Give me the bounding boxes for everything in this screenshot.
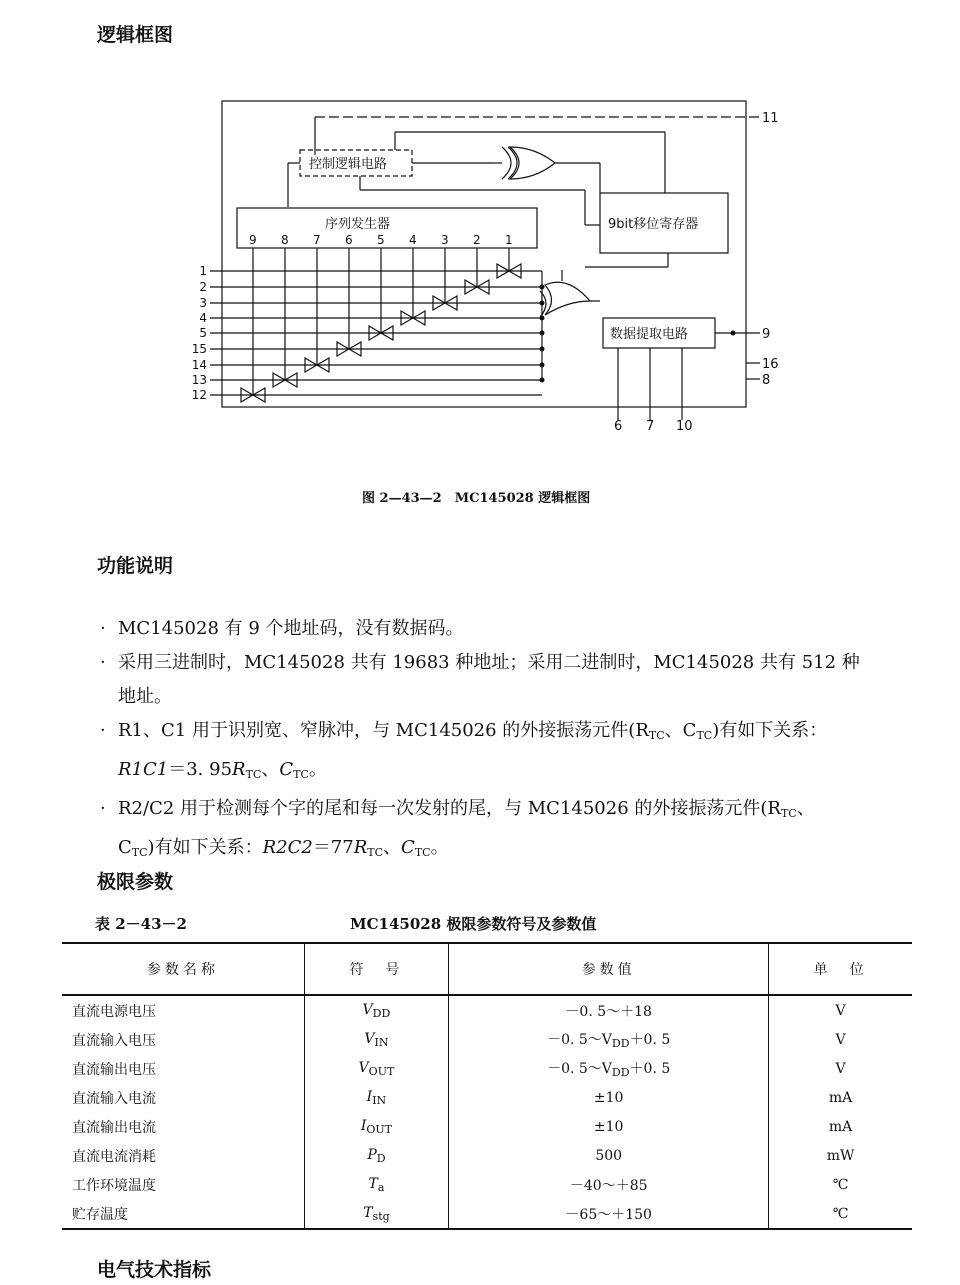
pin-label: 12 bbox=[191, 388, 207, 402]
seq-output-label: 8 bbox=[281, 233, 289, 247]
column-header: 单 位 bbox=[769, 943, 912, 995]
table-cell: mA bbox=[769, 1083, 912, 1112]
table-cell: V bbox=[769, 995, 912, 1025]
table-row bbox=[62, 995, 912, 1025]
pin-label: 14 bbox=[191, 358, 207, 372]
table-header-row bbox=[62, 943, 912, 995]
table-cell: ±10 bbox=[449, 1083, 769, 1112]
table-cell: －0. $5\sim V_{DD}+0$. 5 bbox=[449, 1025, 769, 1054]
control-logic-label: 控制逻辑电路 bbox=[309, 157, 388, 172]
section-heading-limits: 极限参数 bbox=[97, 871, 174, 893]
table-cell: $P_D$ bbox=[304, 1141, 449, 1170]
table-cell: $I_{OUT}$ bbox=[304, 1112, 449, 1141]
pin-label: 8 bbox=[762, 373, 771, 388]
seq-output-label: 6 bbox=[345, 233, 353, 247]
seq-output-label: 5 bbox=[377, 233, 385, 247]
table-cell: $T_a$ bbox=[304, 1170, 449, 1199]
table-number: 表 2－43－2 bbox=[95, 915, 187, 933]
pin-label: 5 bbox=[199, 326, 207, 340]
pin-label: 10 bbox=[676, 419, 693, 434]
table-cell: 直流输出电流 bbox=[72, 1119, 156, 1136]
table-cell: －0. 5～＋18 bbox=[449, 995, 769, 1025]
xor-gate-mid bbox=[545, 282, 590, 315]
bullet-item: · R2/C2 用于检测每个字的尾和每一次发射的尾，与 MC145026 的外接振荡元件($R_{TC}$、 bbox=[100, 798, 815, 820]
bullet-continuation: $C_{TC}$)有如下关系：$R2C2=77R_{TC}$、$C_{TC}$。 bbox=[118, 837, 449, 859]
table-cell: 500 bbox=[449, 1141, 769, 1170]
pin-label: 2 bbox=[199, 280, 207, 294]
table-cell: mA bbox=[769, 1112, 912, 1141]
table-cell: ℃ bbox=[769, 1199, 912, 1229]
pin-label: 9 bbox=[762, 327, 771, 342]
table-cell: 贮存温度 bbox=[62, 1199, 304, 1229]
limits-table bbox=[62, 942, 912, 1230]
seq-output-label: 7 bbox=[313, 233, 321, 247]
table-cell: V bbox=[769, 1054, 912, 1083]
bullet-continuation: 地址。 bbox=[118, 686, 172, 707]
column-header: 参数名称 bbox=[62, 943, 304, 995]
table-title: MC145028 极限参数符号及参数值 bbox=[350, 915, 597, 933]
pin-label: 15 bbox=[191, 342, 207, 356]
pin-label: 13 bbox=[191, 373, 207, 387]
pin-label: 1 bbox=[199, 264, 207, 278]
table-cell: －40～＋85 bbox=[449, 1170, 769, 1199]
section-heading-electrical: 电气技术指标 bbox=[97, 1259, 212, 1281]
table-row bbox=[62, 1199, 912, 1229]
table-row bbox=[62, 1025, 912, 1054]
table-cell: $V_{IN}$ bbox=[304, 1025, 449, 1054]
table-row bbox=[62, 1112, 912, 1141]
seq-output-label: 9 bbox=[249, 233, 257, 247]
section-heading-function: 功能说明 bbox=[97, 555, 174, 577]
data-extract-label: 数据提取电路 bbox=[610, 327, 689, 342]
table-cell: －65～＋150 bbox=[449, 1199, 769, 1229]
table-row bbox=[62, 1083, 912, 1112]
bullet-item: · 采用三进制时，MC145028 共有 19683 种地址；采用二进制时，MC145028 共有 512 种 bbox=[100, 652, 860, 673]
table-cell: 直流电源电压 bbox=[72, 1003, 156, 1020]
function-description bbox=[100, 612, 920, 870]
seq-output-label: 1 bbox=[505, 233, 513, 247]
table-body bbox=[62, 995, 912, 1229]
column-header: 参数值 bbox=[449, 943, 769, 995]
pin-label: 4 bbox=[199, 311, 207, 325]
seq-output-label: 2 bbox=[473, 233, 481, 247]
formula: R1C1＝3. $95R_{TC}$、$C_{TC}$。 bbox=[118, 759, 327, 781]
table-cell: $V_{DD}$ bbox=[304, 995, 449, 1025]
section-heading-logic: 逻辑框图 bbox=[97, 24, 174, 46]
table-cell: 工作环境温度 bbox=[72, 1177, 156, 1194]
table-row bbox=[62, 1170, 912, 1199]
logic-block-diagram bbox=[190, 95, 790, 440]
column-header: 符 号 bbox=[304, 943, 449, 995]
table-cell: ±10 bbox=[449, 1112, 769, 1141]
table-cell: $T_{stg}$ bbox=[304, 1199, 449, 1229]
pin-label: 6 bbox=[614, 419, 623, 434]
table-cell: ℃ bbox=[769, 1170, 912, 1199]
pin-label: 3 bbox=[199, 296, 207, 310]
table-cell: $I_{IN}$ bbox=[304, 1083, 449, 1112]
table-cell: －0. $5\sim V_{DD}+0$. 5 bbox=[449, 1054, 769, 1083]
table-cell: 直流输入电压 bbox=[72, 1032, 156, 1049]
table-row bbox=[62, 1054, 912, 1083]
bullet-item: · MC145028 有 9 个地址码，没有数据码。 bbox=[100, 618, 464, 639]
table-row bbox=[62, 1141, 912, 1170]
bullet-item: · R1、C1 用于识别宽、窄脉冲，与 MC145026 的外接振荡元件($R_{TC}$、$C_{TC}$)有如下关系： bbox=[100, 720, 828, 742]
table-cell: $V_{OUT}$ bbox=[304, 1054, 449, 1083]
pin-label: 7 bbox=[646, 419, 655, 434]
seq-output-label: 3 bbox=[441, 233, 449, 247]
table-cell: V bbox=[769, 1025, 912, 1054]
table-cell: 直流电流消耗 bbox=[72, 1148, 156, 1165]
pin-label: 16 bbox=[762, 357, 779, 372]
table-cell: 直流输出电压 bbox=[72, 1061, 156, 1078]
figure-caption: 图 2—43—2 MC145028 逻辑框图 bbox=[362, 491, 591, 506]
pin-label: 11 bbox=[762, 111, 779, 126]
table-cell: mW bbox=[769, 1141, 912, 1170]
seq-output-label: 4 bbox=[409, 233, 417, 247]
sequencer-label: 序列发生器 bbox=[325, 217, 391, 232]
table-cell: 直流输入电流 bbox=[72, 1090, 156, 1107]
shift-register-label: 9bit移位寄存器 bbox=[608, 217, 699, 232]
